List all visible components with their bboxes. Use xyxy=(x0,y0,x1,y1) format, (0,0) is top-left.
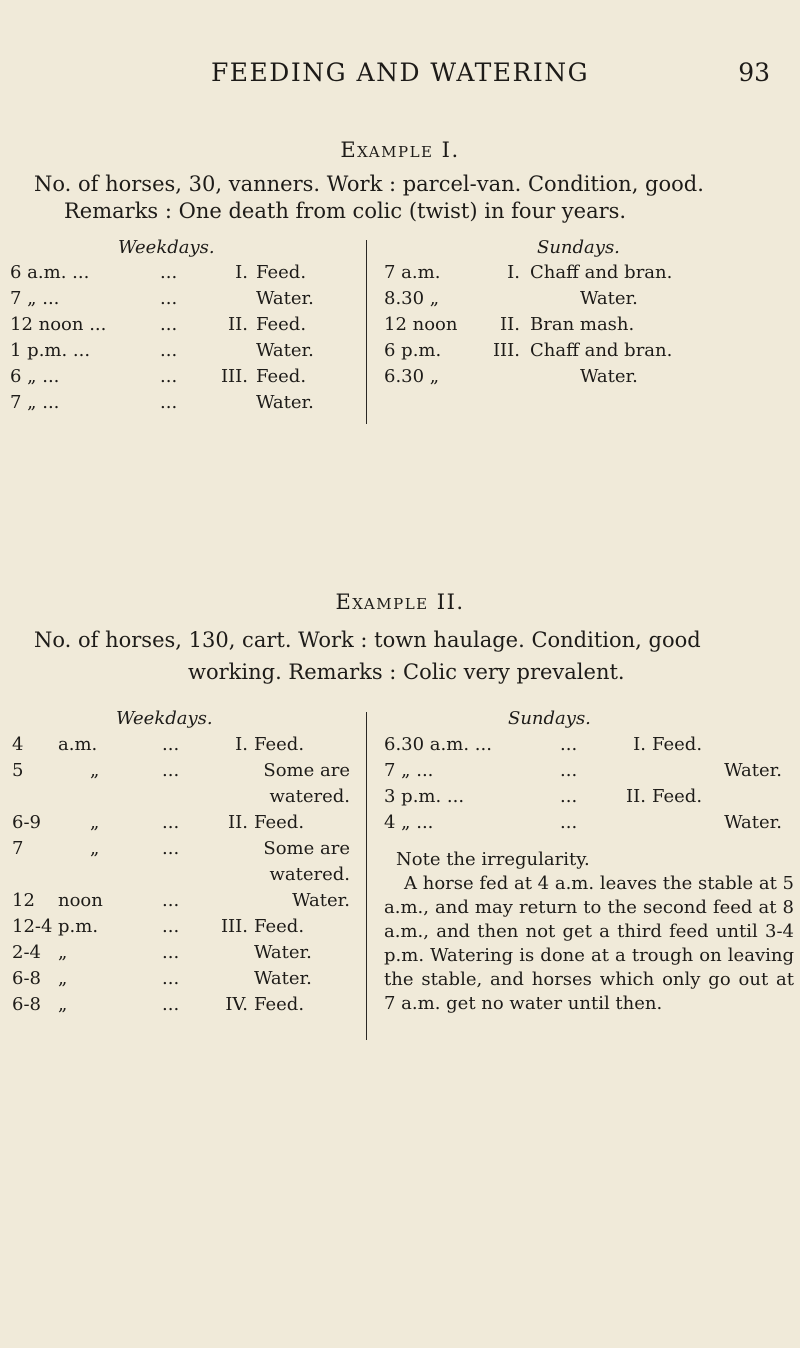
example-1-title: Example I. xyxy=(340,138,460,162)
example-1-sundays-heading: Sundays. xyxy=(537,237,620,258)
example-2-sundays-heading: Sundays. xyxy=(508,708,591,729)
note-body: A horse fed at 4 a.m. leaves the stable at 5 a.m., and may return to the second feed at 8 a.m., and then not get a third feed until 3-4 p.m. Watering is done at a trough on leaving the stable, and horses which only go out at 7 a.m. get no water until then. xyxy=(384,873,794,1014)
column-divider xyxy=(366,240,367,424)
example-1-intro-line-2: Remarks : One death from colic (twist) in four years. xyxy=(64,199,627,223)
note-lead: Note the irregularity. xyxy=(396,849,590,870)
example-1-weekdays-heading: Weekdays. xyxy=(118,237,215,258)
chapter-title: FEEDING AND WATERING xyxy=(210,58,590,87)
example-1-intro-line-1: No. of horses, 30, vanners. Work : parcel-van. Condition, good. xyxy=(34,172,704,196)
example-2-intro-line-1: No. of horses, 130, cart. Work : town haulage. Condition, good xyxy=(34,628,701,652)
example-2-note xyxy=(384,848,794,1016)
example-2-intro-line-2: working. Remarks : Colic very prevalent. xyxy=(188,660,625,684)
column-divider xyxy=(366,712,367,1040)
running-header xyxy=(0,58,800,98)
example-2-weekdays-heading: Weekdays. xyxy=(116,708,213,729)
example-2-title: Example II. xyxy=(335,590,465,614)
page-number: 93 xyxy=(738,58,770,87)
